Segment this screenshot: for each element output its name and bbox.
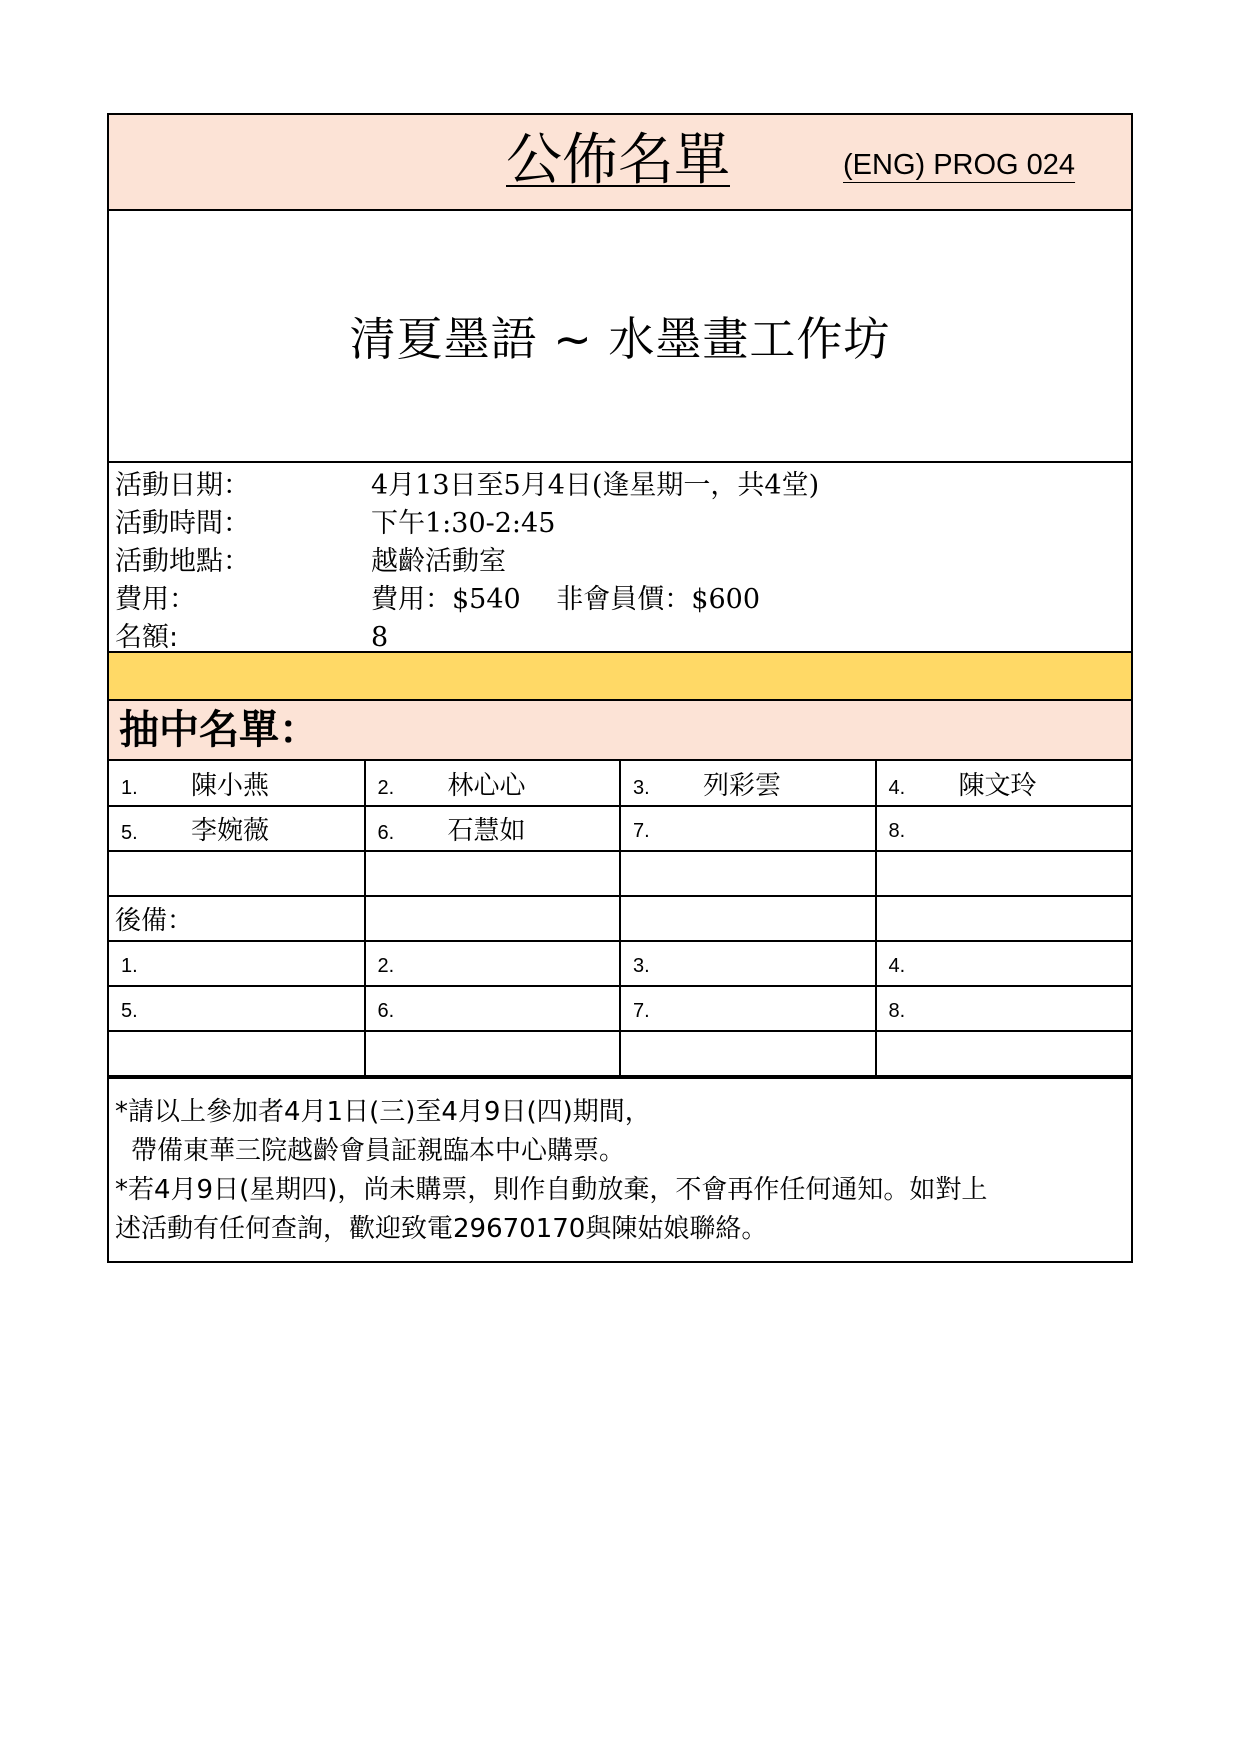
- table-row: [109, 851, 1131, 896]
- backup-list-label: 後備：: [109, 896, 365, 941]
- empty-cell: [365, 896, 621, 941]
- entry-number: 3.: [633, 776, 650, 799]
- detail-row-time: [115, 505, 1131, 543]
- detail-value: 下午1:30-2:45: [371, 508, 556, 539]
- event-details: [109, 463, 1131, 653]
- entry-number: 7.: [633, 819, 650, 842]
- entry-number: 8.: [888, 819, 906, 842]
- entry-number: 7.: [633, 999, 650, 1022]
- empty-cell: [620, 851, 876, 896]
- detail-value: 費用：$540 非會員價：$600: [371, 584, 761, 615]
- entry-number: 1.: [121, 776, 138, 799]
- entry-name: 李婉薇: [191, 816, 270, 846]
- notes-section: [109, 1077, 1131, 1261]
- backup-cell: [876, 986, 1132, 1031]
- selected-cell: [365, 761, 621, 806]
- table-row: [109, 941, 1131, 986]
- empty-cell: [876, 896, 1132, 941]
- entry-name: 石慧如: [447, 816, 526, 846]
- table-row: [109, 1031, 1131, 1076]
- detail-label: 活動日期：: [115, 470, 250, 501]
- selected-cell: [620, 806, 876, 851]
- backup-cell: [876, 941, 1132, 986]
- entry-number: 3.: [633, 954, 650, 977]
- note-line: 述活動有任何查詢，歡迎致電29670170與陳姑娘聯絡。: [115, 1214, 768, 1244]
- detail-row-fee: [115, 581, 1131, 619]
- event-title-box: [109, 211, 1131, 463]
- entry-number: 5.: [121, 999, 138, 1022]
- selected-cell: [365, 806, 621, 851]
- entry-number: 2.: [377, 776, 395, 799]
- detail-row-location: [115, 543, 1131, 581]
- entry-number: 4.: [888, 776, 906, 799]
- yellow-divider-band: [109, 653, 1131, 701]
- empty-cell: [365, 1031, 621, 1076]
- detail-value: 4月13日至5月4日(逢星期一，共4堂): [371, 470, 820, 501]
- table-row: [109, 986, 1131, 1031]
- program-code: (ENG) PROG 024: [843, 149, 1076, 181]
- empty-cell: [620, 896, 876, 941]
- entry-name: 列彩雲: [703, 770, 782, 801]
- empty-cell: [109, 851, 365, 896]
- note-line: *請以上參加者4月1日(三)至4月9日(四)期間，: [115, 1097, 651, 1127]
- empty-cell: [365, 851, 621, 896]
- selected-cell: [876, 806, 1132, 851]
- entry-number: 6.: [377, 999, 395, 1022]
- selected-cell: [876, 761, 1132, 806]
- selected-cell: [109, 761, 365, 806]
- backup-cell: [620, 941, 876, 986]
- entry-number: 2.: [377, 954, 395, 977]
- detail-label: 活動地點：: [115, 546, 250, 577]
- selected-cell: [620, 761, 876, 806]
- empty-cell: [876, 851, 1132, 896]
- table-row: [109, 761, 1131, 806]
- detail-value: 8: [371, 622, 389, 653]
- detail-row-date: [115, 467, 1131, 505]
- entry-name: 林心心: [447, 770, 526, 801]
- name-list-table: [109, 761, 1131, 1077]
- detail-label: 名額:: [115, 622, 179, 653]
- entry-number: 5.: [121, 822, 138, 844]
- entry-number: 6.: [377, 822, 395, 844]
- note-line: *若4月9日(星期四)，尚未購票，則作自動放棄，不會再作任何通知。如對上: [115, 1175, 988, 1205]
- note-line: 帶備東華三院越齡會員証親臨本中心購票。: [131, 1136, 626, 1166]
- empty-cell: [109, 1031, 365, 1076]
- entry-number: 4.: [888, 954, 906, 977]
- selected-list-heading: 抽中名單：: [109, 701, 1131, 761]
- selected-cell: [109, 806, 365, 851]
- announcement-sheet: [107, 113, 1133, 1263]
- entry-name: 陳小燕: [191, 770, 270, 801]
- event-title: 清夏墨語 ~ 水墨畫工作坊: [349, 312, 891, 366]
- detail-label: 活動時間：: [115, 508, 250, 539]
- entry-name: 陳文玲: [958, 770, 1037, 801]
- table-row: [109, 896, 1131, 941]
- table-row: [109, 806, 1131, 851]
- entry-number: 1.: [121, 954, 138, 977]
- backup-cell: [365, 941, 621, 986]
- detail-label: 費用：: [115, 584, 196, 615]
- backup-cell: [109, 986, 365, 1031]
- detail-value: 越齡活動室: [371, 546, 506, 577]
- backup-cell: [620, 986, 876, 1031]
- empty-cell: [876, 1031, 1132, 1076]
- detail-row-quota: [115, 619, 1131, 657]
- page-title: 公佈名單: [506, 128, 730, 193]
- backup-cell: [365, 986, 621, 1031]
- empty-cell: [620, 1031, 876, 1076]
- backup-cell: [109, 941, 365, 986]
- header-band: [109, 115, 1131, 211]
- entry-number: 8.: [888, 999, 906, 1022]
